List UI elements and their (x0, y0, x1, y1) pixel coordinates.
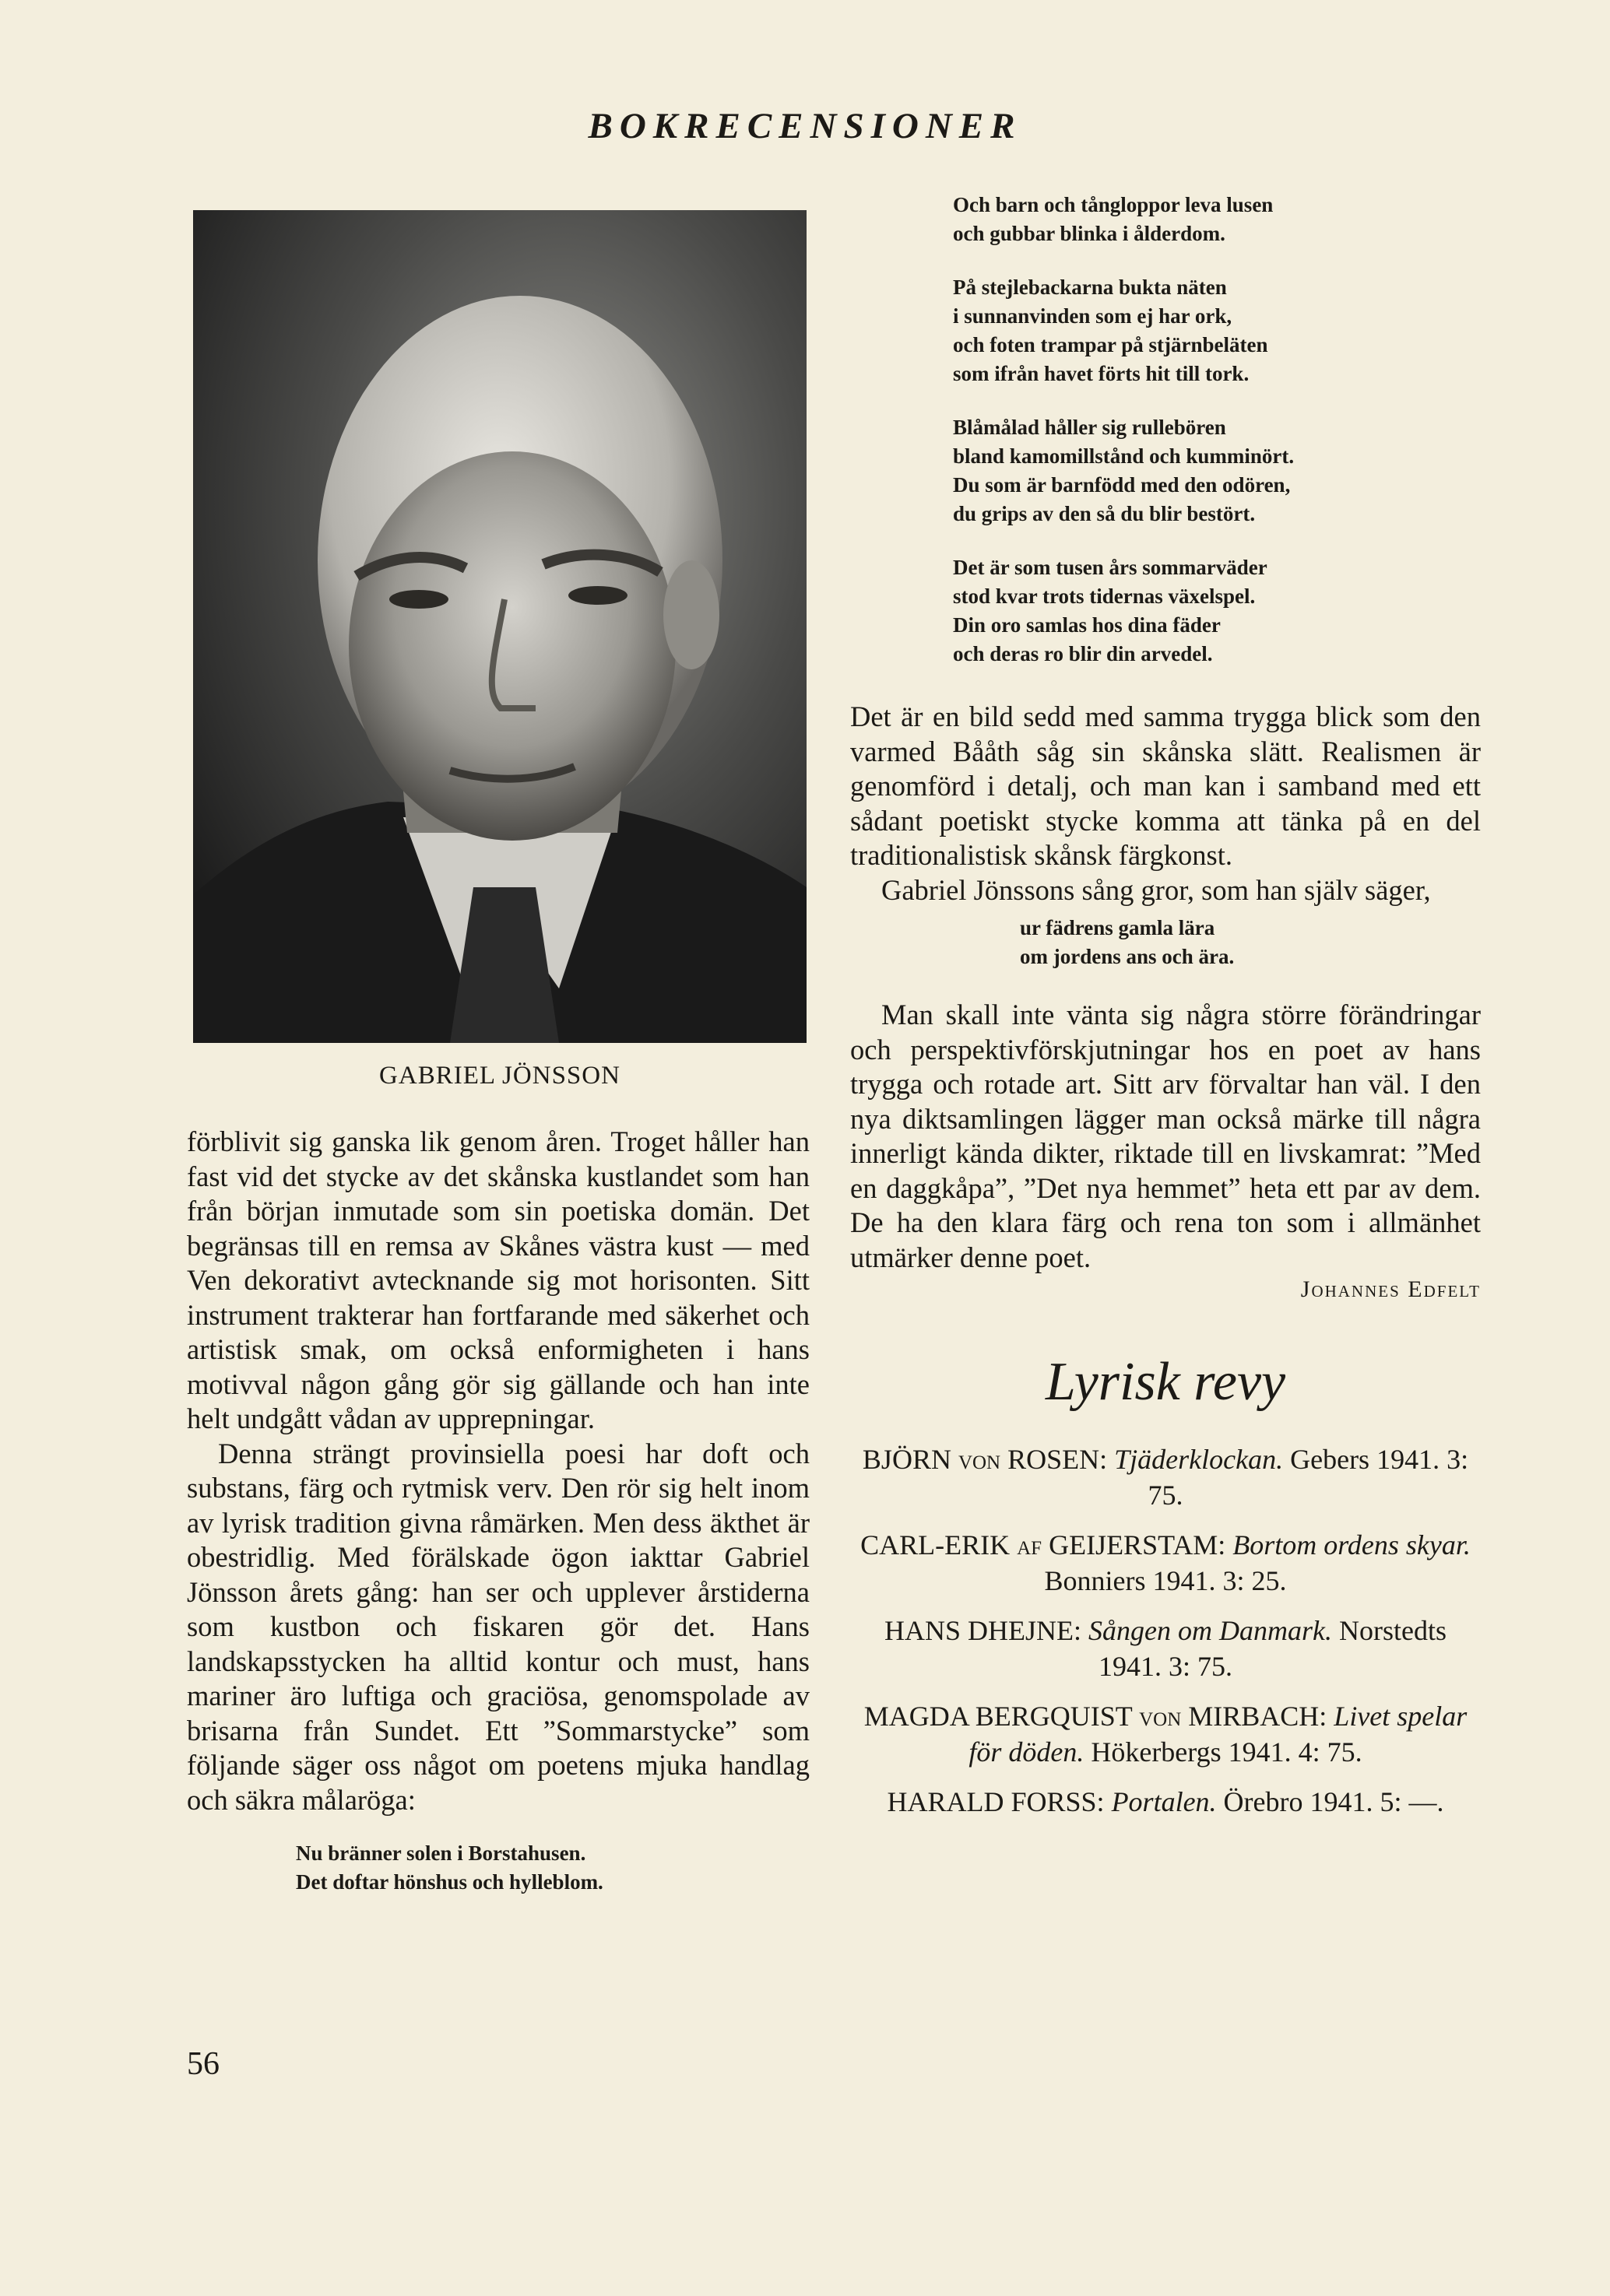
entry-title: Sången om Danmark. (1088, 1615, 1332, 1646)
poem-line: Det doftar hönshus och hylleblom. (296, 1870, 603, 1894)
entry-title: Portalen. (1111, 1786, 1217, 1817)
entry-particle: von (958, 1444, 1001, 1475)
entry-publisher: Örebro 1941. 5: —. (1216, 1786, 1444, 1817)
page-number: 56 (187, 2046, 220, 2082)
right-paragraph-3: Man skall inte vänta sig några större förändringar och perspektivförskjutningar hos en poet av hans trygga och rotade art. Sitt arv förvaltar han väl. I den nya diktsamlingen lägger man också märke till några innerligt kända dikter, riktade till en livskamrat: ”Med en daggkåpa”, ”Det nya hemmet” heta ett par av dem. De ha den klara färg och rena ton som i allmänhet utmärker denne poet. (850, 999, 1481, 1273)
poem-line: Nu bränner solen i Borstahusen. (296, 1841, 586, 1865)
right-column (850, 191, 1481, 1834)
book-entry (850, 1613, 1481, 1684)
entry-author: ROSEN: (1000, 1444, 1115, 1475)
poem-line: Du som är barnfödd med den odören, (953, 473, 1291, 497)
poem-line: och gubbar blinka i ålderdom. (953, 222, 1225, 245)
entry-title: Bortom ordens skyar. (1232, 1529, 1471, 1561)
poem-line: Och barn och tångloppor leva lusen (953, 193, 1274, 216)
entry-particle: af (1017, 1529, 1042, 1561)
entry-publisher: Bonniers 1941. 3: 25. (1044, 1565, 1287, 1596)
entry-author: HARALD FORSS: (887, 1786, 1112, 1817)
book-entry (850, 1441, 1481, 1513)
poem-stanza-1 (953, 191, 1481, 248)
quoted-verse (1020, 914, 1481, 971)
quote-line: om jordens ans och ära. (1020, 945, 1235, 968)
book-entry (850, 1527, 1481, 1599)
poem-line: Blåmålad håller sig rullebören (953, 416, 1226, 439)
quote-line: ur fädrens gamla lära (1020, 916, 1215, 939)
poem-line: Det är som tusen års sommarväder (953, 556, 1267, 579)
poem-line: och deras ro blir din arvedel. (953, 642, 1213, 665)
entry-publisher: Gebers 1941. 3: 75. (1148, 1444, 1469, 1511)
entry-author: MIRBACH: (1181, 1701, 1334, 1732)
entry-author: BJÖRN (862, 1444, 958, 1475)
photo-caption: GABRIEL JÖNSSON (379, 1062, 620, 1090)
author-portrait-photo (193, 210, 807, 1043)
right-paragraph-2: Gabriel Jönssons sång gror, som han själv säger, (881, 873, 1431, 906)
book-entry (850, 1698, 1481, 1770)
entry-publisher: Norstedts 1941. 3: 75. (1098, 1615, 1447, 1682)
entry-title: Tjäderklockan. (1114, 1444, 1284, 1475)
entry-author: CARL-ERIK (860, 1529, 1018, 1561)
poem-stanza-4 (953, 553, 1481, 669)
book-entry (850, 1784, 1481, 1820)
right-paragraph-1: Det är en bild sedd med samma trygga blick som den varmed Bååth såg sin skånska slätt. Realismen är genomförd i detalj, och man kan i samband med ett sådant poetiskt stycke komma att tänka på en del traditionalistisk skånsk färgkonst. (850, 700, 1481, 871)
poem-stanza-3 (953, 413, 1481, 528)
entry-publisher: Hökerbergs 1941. 4: 75. (1084, 1736, 1362, 1768)
poem-line: i sunnanvinden som ej har ork, (953, 304, 1232, 328)
poem-stanza-2 (953, 273, 1481, 388)
left-column (187, 1125, 810, 1897)
entry-author: MAGDA BERGQUIST (863, 1701, 1140, 1732)
reviewer-signature: Johannes Edfelt (1300, 1276, 1481, 1302)
poem-opening (296, 1839, 810, 1897)
entry-author: GEIJERSTAM: (1042, 1529, 1233, 1561)
poem-line: stod kvar trots tidernas växelspel. (953, 585, 1256, 608)
poem-line: Din oro samlas hos dina fäder (953, 613, 1221, 637)
poem-line: du grips av den så du blir bestört. (953, 502, 1256, 525)
left-paragraph-2: Denna strängt provinsiella poesi har doft och substans, färg och rytmisk verv. Den rör sig helt inom av lyrisk tradition givna råmärken. Men dess äkthet är obestridlig. Med förälskade ögon iakttar Gabriel Jönsson årets gång: han ser och upplever årstiderna som kustbon och fiskaren gör det. Hans landskapsstycken ha alltid kontur och must, hans mariner äro luftiga och graciösa, genomspolade av brisarna från Sundet. Ett ”Sommarstycke” som följande säger oss något om poetens mjuka handlag och säkra målaröga: (187, 1437, 810, 1816)
poem-line: som ifrån havet förts hit till tork. (953, 362, 1250, 385)
entry-author: HANS DHEJNE: (884, 1615, 1089, 1646)
portrait-illustration (193, 210, 807, 1043)
running-header: BOKRECENSIONER (588, 106, 1022, 146)
poem-line: och foten trampar på stjärnbeläten (953, 333, 1268, 356)
poem-line: bland kamomillstånd och kumminört. (953, 444, 1295, 468)
entry-title: Livet spelar för döden. (968, 1701, 1468, 1768)
section-title: Lyrisk revy (1045, 1352, 1286, 1412)
entry-particle: von (1139, 1701, 1182, 1732)
left-paragraph-1: förblivit sig ganska lik genom åren. Troget håller han fast vid det stycke av det skånska kustlandet som han från början inmutade som sin poetiska domän. Det begränsas till en remsa av Skånes västra kust — med Ven dekorativt avtecknande sig mot horisonten. Sitt instrument trakterar han fortfarande med säkerhet och artistisk smak, om också enformigheten i hans motivval någon gång gör sig gällande och han inte helt undgått vådan av upprepningar. (187, 1125, 810, 1434)
poem-line: På stejlebackarna bukta näten (953, 276, 1227, 299)
